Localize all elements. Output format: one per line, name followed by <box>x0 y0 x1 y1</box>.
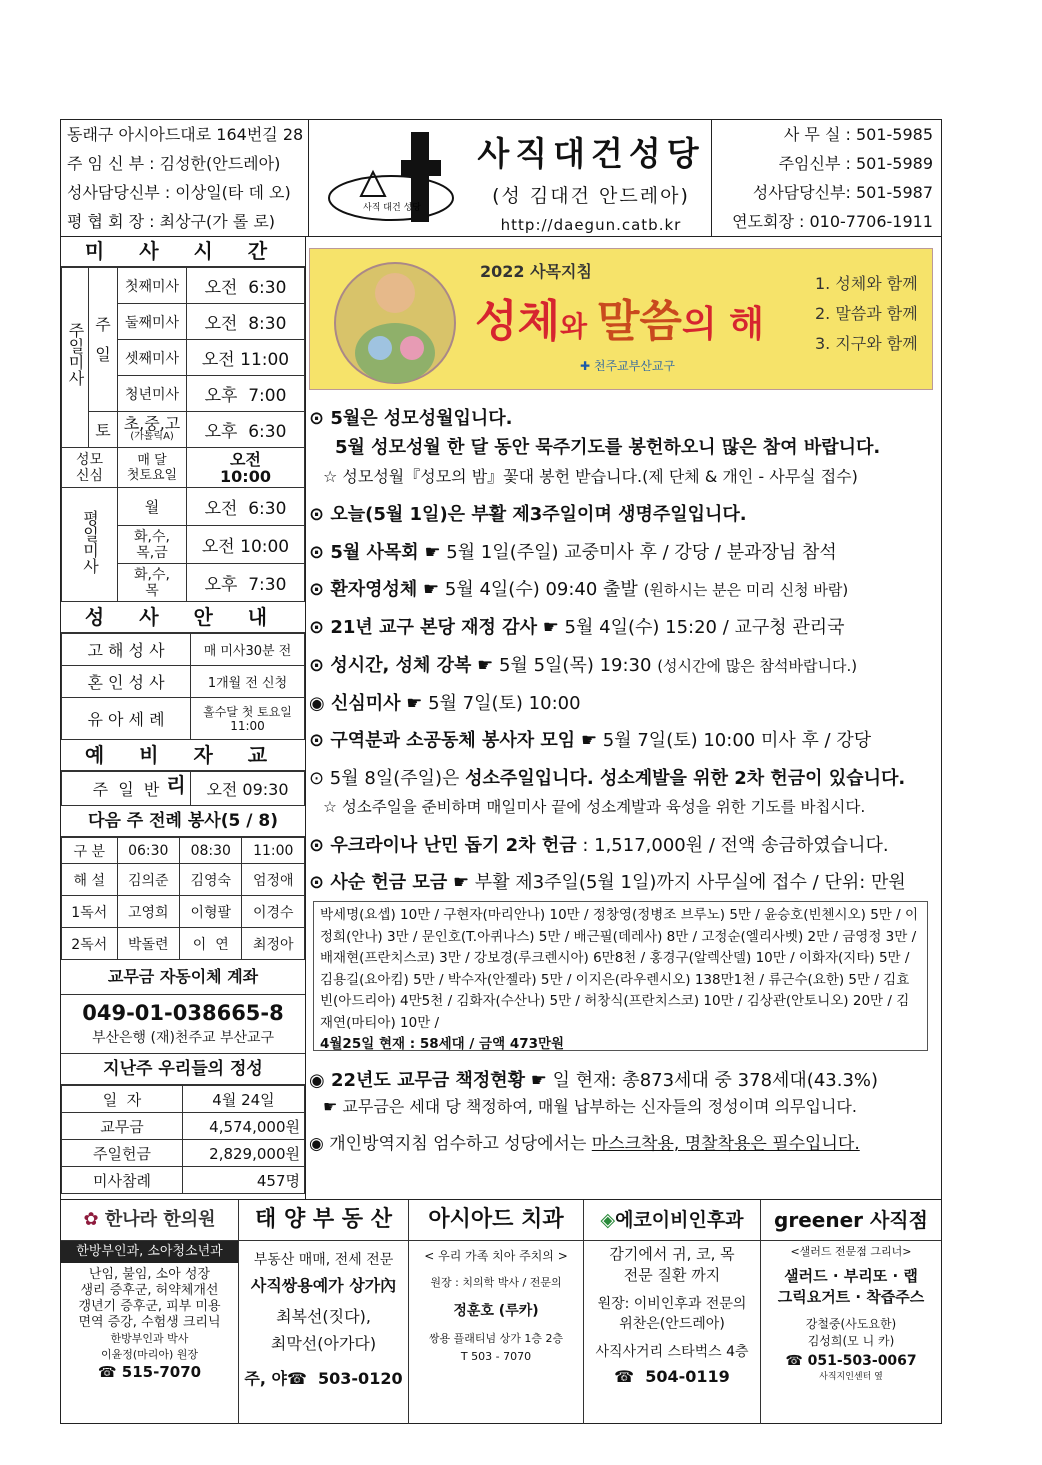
liturgy-header: 구 분 <box>62 838 118 864</box>
liturgy-person: 이경수 <box>242 896 305 928</box>
ad-hannara <box>61 1200 239 1424</box>
offering-val: 4,574,000원 <box>183 1113 305 1140</box>
mass-time: 오전 8:30 <box>187 304 305 340</box>
weekday-time: 오후 7:30 <box>187 564 305 602</box>
sinsim-name: 매 달 첫토요일 <box>118 448 187 488</box>
phone-yeondo: 연도회장 : 010-7706-1911 <box>732 212 933 231</box>
mass-title: 미 사 시 간 <box>61 236 305 267</box>
sacrament-name: 혼 인 성 사 <box>62 666 191 698</box>
weekday-time: 오전 6:30 <box>187 488 305 526</box>
ad-line: 쌍용 플래티넘 상가 1층 2층 <box>428 1332 564 1345</box>
sunday-label: 주일미사 <box>62 268 89 448</box>
donor-box <box>313 901 928 1051</box>
banner-item: 3. 지구와 함께 <box>815 334 918 353</box>
catechumen-time: 오전 09:30 <box>191 772 305 806</box>
ad-eco-ent <box>584 1200 761 1424</box>
ad-phone: ☎ 515-7070 <box>97 1363 202 1381</box>
liturgy-person: 이형팔 <box>180 896 242 928</box>
liturgy-table <box>61 837 305 960</box>
notice-mask: ◉ 개인방역지침 엄수하고 성당에서는 마스크착용, 명찰착용은 필수입니다. <box>309 1134 860 1154</box>
ad-line: 사직쌍용예가 상가內 <box>250 1276 397 1295</box>
liturgy-person: 최정아 <box>242 928 305 960</box>
weekday-time: 오전 10:00 <box>187 526 305 564</box>
weekday-name: 화,수, 목,금 <box>118 526 187 564</box>
ad-taeyang <box>239 1200 409 1424</box>
ad-phone: ☎ 051-503-0067 <box>785 1353 917 1369</box>
notice-sick: ⊙ 환자영성체 ☛ 5월 4일(수) 09:40 출발 (원하시는 분은 미리 신청 바람) <box>309 579 849 600</box>
liturgy-person: 김의준 <box>117 864 179 896</box>
pastor: 주 임 신 부 : 김성한(안드레아) <box>67 154 281 173</box>
banner-items <box>815 269 918 359</box>
liturgy-header: 06:30 <box>117 838 179 864</box>
weekday-label: 평일미사 <box>62 488 118 602</box>
ad-line: 부동산 매매, 전세 전문 <box>253 1252 394 1268</box>
notice-may-sub: ☆ 성모성월『성모의 밤』꽃대 봉헌 받습니다.(제 단체 & 개인 - 사무실 접수) <box>323 467 858 486</box>
flower-icon: ✿ <box>83 1209 99 1230</box>
liturgy-title: 다음 주 전례 봉사(5 / 8) <box>61 806 305 837</box>
mass-time: 오전 11:00 <box>187 340 305 376</box>
left-column <box>61 236 306 1199</box>
offering-val: 2,829,000원 <box>183 1140 305 1167</box>
notice-easter: ⊙ 오늘(5월 1일)은 부활 제3주일이며 생명주일입니다. <box>309 504 747 525</box>
account-title: 교무금 자동이체 계좌 <box>61 960 305 995</box>
ad-name: 아시아드 치과 <box>409 1200 583 1241</box>
ad-line: T 503 - 7070 <box>460 1350 532 1363</box>
church-patron: (성 김대건 안드레아) <box>492 185 690 207</box>
liturgy-header: 08:30 <box>180 838 242 864</box>
liturgy-person: 박돌련 <box>117 928 179 960</box>
account-number: 049-01-038665-8 <box>82 1001 284 1025</box>
mass-time: 오전 6:30 <box>187 268 305 304</box>
banner-item: 2. 말씀과 함께 <box>815 304 918 323</box>
ad-line: 원장 : 치의학 박사 / 전문의 <box>430 1276 562 1289</box>
offering-val: 457명 <box>183 1167 305 1194</box>
ad-line: 최막선(아가다) <box>270 1334 377 1353</box>
offering-name: 교무금 <box>62 1113 183 1140</box>
offering-name: 일 자 <box>62 1086 183 1113</box>
banner-item: 1. 성체와 함께 <box>815 274 918 293</box>
header-info <box>61 120 309 236</box>
ad-line: 위찬은(안드레아) <box>619 1316 725 1332</box>
notice-ukraine: ⊙ 우크라이나 난민 돕기 2차 헌금 : 1,517,000원 / 전액 송금하였습니다. <box>309 835 889 856</box>
ad-bar: 한방부인과, 소아청소년과 <box>61 1241 238 1263</box>
saint-illustration <box>320 253 470 385</box>
bulletin-page <box>60 119 942 1424</box>
catechumen-name: 주 일 반 <box>62 772 191 806</box>
donor-total: 4월25일 현재 : 58세대 / 금액 473만원 <box>320 1036 565 1052</box>
ad-phone: 주, 야☎ 503-0120 <box>244 1369 403 1388</box>
donor-list: 박세명(요셉) 10만 / 구현자(마리안나) 10만 / 정창영(정병조 브루노) 5만 / 윤승호(빈첸시오) 5만 / 이정희(안나) 3만 / 문인호(T.아퀴나스) 5만 / 배근필(데레사) 8만 / 고정순(엘리사벳) 2만 / 금영정 3만 / 배재현(프란치스코) 3만 / 강보경(루크렌시아) 6만8천 / 홍경구(알렉산델) 10만 / 이화자(지타) 5만 / 김용길(요아킴) 5만 / 박수자(안젤라) 5만 / 이지은(라우렌시오) 138만1천 / 류근수(요한) 5만 / 김효빈(아드리아) 4만5천 / 김화자(수산나) 5만 / 허창식(프란치스코) 10만 / 김상관(안토니오) 20만 / 김재연(마티아) 10만 / <box>320 907 919 1031</box>
ad-name: 태 양 부 동 산 <box>239 1200 408 1241</box>
ad-line: 감기에서 귀, 코, 목 <box>609 1245 735 1263</box>
ad-name: ✿ 한나라 한의원 <box>61 1200 238 1241</box>
clinic-logo-icon: ◈ <box>600 1209 616 1231</box>
church-url[interactable]: http://daegun.catb.kr <box>500 216 682 234</box>
offering-name: 주일헌금 <box>62 1140 183 1167</box>
saturday-label: 토 <box>89 412 118 448</box>
ad-note: 사직지인센터 옆 <box>819 1372 883 1382</box>
offering-title: 지난주 우리들의 정성 <box>61 1054 305 1085</box>
ad-name: ◈에코이비인후과 <box>584 1200 760 1241</box>
pastoral-banner <box>309 248 933 390</box>
sinsim-time: 오전 10:00 <box>187 448 305 488</box>
liturgy-person: 이 연 <box>180 928 242 960</box>
notice-meeting: ⊙ 구역분과 소공동체 봉사자 모임 ☛ 5월 7일(토) 10:00 미사 후 / 강당 <box>309 730 872 751</box>
liturgy-role: 해 설 <box>62 864 118 896</box>
church-name: 사직대건성당 <box>477 134 705 173</box>
ad-line: 정훈호 (루카) <box>453 1303 539 1319</box>
catechumen-title: 예 비 자 교 리 <box>61 740 305 771</box>
notice-lent: ⊙ 사순 헌금 모금 ☛ 부활 제3주일(5월 1일)까지 사무실에 접수 / 단위: 만원 <box>309 872 906 893</box>
sacrament-title: 성 사 안 내 <box>61 602 305 633</box>
notice-vocation-sub: ☆ 성소주일을 준비하며 매일미사 끝에 성소계발과 육성을 위한 기도를 바칩시다. <box>323 798 866 816</box>
mass-name: 청년미사 <box>118 376 187 412</box>
liturgy-header: 11:00 <box>242 838 305 864</box>
mass-name: 첫째미사 <box>118 268 187 304</box>
sacrament-name: 유 아 세 례 <box>62 698 191 740</box>
ad-line: 전문 질환 까지 <box>623 1266 721 1284</box>
notice-sinsim: ◉ 신심미사 ☛ 5월 7일(토) 10:00 <box>309 693 581 714</box>
offering-val: 4월 24일 <box>183 1086 305 1113</box>
ad-line: 강철중(사도요한) <box>805 1317 897 1331</box>
mass-name: 셋째미사 <box>118 340 187 376</box>
ad-name: greener 사직점 <box>761 1200 941 1241</box>
mass-time: 오후 7:00 <box>187 376 305 412</box>
notice-council: ⊙ 5월 사목회 ☛ 5월 1일(주일) 교중미사 후 / 강당 / 분과장님 참석 <box>309 542 837 563</box>
mass-name: 둘째미사 <box>118 304 187 340</box>
right-column <box>307 236 941 1199</box>
phone-office: 사 무 실 : 501-5985 <box>783 125 933 144</box>
ad-asiad-dental <box>409 1200 584 1424</box>
council-president: 평 협 회 장 : 최상구(가 롤 로) <box>67 212 276 231</box>
church-logo <box>311 120 471 236</box>
ad-line: 원장: 이비인후과 전문의 <box>597 1296 747 1312</box>
sacrament-val: 1개월 전 신청 <box>191 666 305 698</box>
sacrament-table <box>61 633 305 740</box>
weekday-name: 화,수, 목 <box>118 564 187 602</box>
ad-line: 샐러드 · 부리또 · 랩 <box>784 1267 918 1285</box>
ad-line: < 우리 가족 치아 주치의 > <box>424 1249 568 1263</box>
ad-line: 최복선(짓다), <box>276 1307 371 1326</box>
phone-list <box>711 120 941 236</box>
notice-may-detail: 5월 성모성월 한 달 동안 묵주기도를 봉헌하오니 많은 참여 바랍니다. <box>335 437 881 458</box>
ad-lines: 난임, 불임, 소아 성장 생리 증후군, 허약체개선 갱년기 증후군, 피부 미용 면역 증강, 수험생 크리닉 한방부인과 박사 이윤정(마리아) 원장 <box>78 1267 221 1361</box>
liturgy-role: 2독서 <box>62 928 118 960</box>
notice-vocation: ⊙ 5월 8일(주일)은 성소주일입니다. 성소계발을 위한 2차 헌금이 있습니다. <box>309 768 906 789</box>
account-box <box>61 960 305 1054</box>
mass-table <box>61 267 305 602</box>
offering-name: 미사참례 <box>62 1167 183 1194</box>
church-title <box>471 120 711 236</box>
weekday-name: 월 <box>118 488 187 526</box>
phone-assistant: 성사담당신부: 501-5987 <box>752 183 933 202</box>
sacrament-val: 매 미사30분 전 <box>191 634 305 666</box>
liturgy-person: 김영숙 <box>180 864 242 896</box>
assistant-priest: 성사담당신부 : 이상일(타 데 오) <box>67 183 291 202</box>
banner-title: 성체와 말씀의 해 <box>475 296 764 347</box>
liturgy-role: 1독서 <box>62 896 118 928</box>
notice-holyhour: ⊙ 성시간, 성체 강복 ☛ 5월 5일(목) 19:30 (성시간에 많은 참석바랍니다.) <box>309 655 858 676</box>
ad-line: 사직사거리 스타벅스 4층 <box>595 1344 749 1360</box>
saturday-mass-time: 오후 6:30 <box>187 412 305 448</box>
sinsim-label: 성모 신심 <box>62 448 118 488</box>
ad-phone: ☎ 504-0119 <box>614 1367 730 1386</box>
notice-tithe-sub: ☛ 교무금은 세대 당 책정하여, 매월 납부하는 신자들의 정성이며 의무입니다. <box>323 1097 857 1116</box>
address: 동래구 아시아드대로 164번길 28 <box>67 125 304 144</box>
liturgy-person: 고영희 <box>117 896 179 928</box>
saturday-mass-name: 초,중,고 (가톨릭A) <box>118 412 187 448</box>
logo-text: 사직 대건 성당 <box>363 203 421 213</box>
account-bank: 부산은행 (재)천주교 부산교구 <box>91 1030 275 1046</box>
notice-may: ⊙ 5월은 성모성월입니다. <box>309 408 513 429</box>
offering-table <box>61 1085 305 1194</box>
ad-line: 그릭요거트 · 착즙주스 <box>777 1288 925 1306</box>
liturgy-person: 엄정애 <box>242 864 305 896</box>
ad-line: 김성희(모 니 카) <box>807 1334 895 1348</box>
sacrament-name: 고 해 성 사 <box>62 634 191 666</box>
banner-org: ✚ 천주교부산교구 <box>580 359 676 373</box>
ad-greener <box>761 1200 941 1424</box>
header <box>61 120 941 237</box>
ad-line: <샐러드 전문점 그리너> <box>790 1245 912 1258</box>
sacrament-val: 홀수달 첫 토요일 11:00 <box>191 698 305 740</box>
sunday-sub-label: 주 일 <box>89 268 118 412</box>
notice-audit: ⊙ 21년 교구 본당 재정 감사 ☛ 5월 4일(수) 15:20 / 교구청 관리국 <box>309 617 845 638</box>
phone-pastor: 주임신부 : 501-5989 <box>778 154 933 173</box>
ad-row <box>61 1199 941 1424</box>
banner-year: 2022 사목지침 <box>480 262 592 281</box>
notice-tithe: ◉ 22년도 교무금 책정현황 ☛ 일 현재: 총873세대 중 378세대(43.3%) <box>309 1070 879 1091</box>
